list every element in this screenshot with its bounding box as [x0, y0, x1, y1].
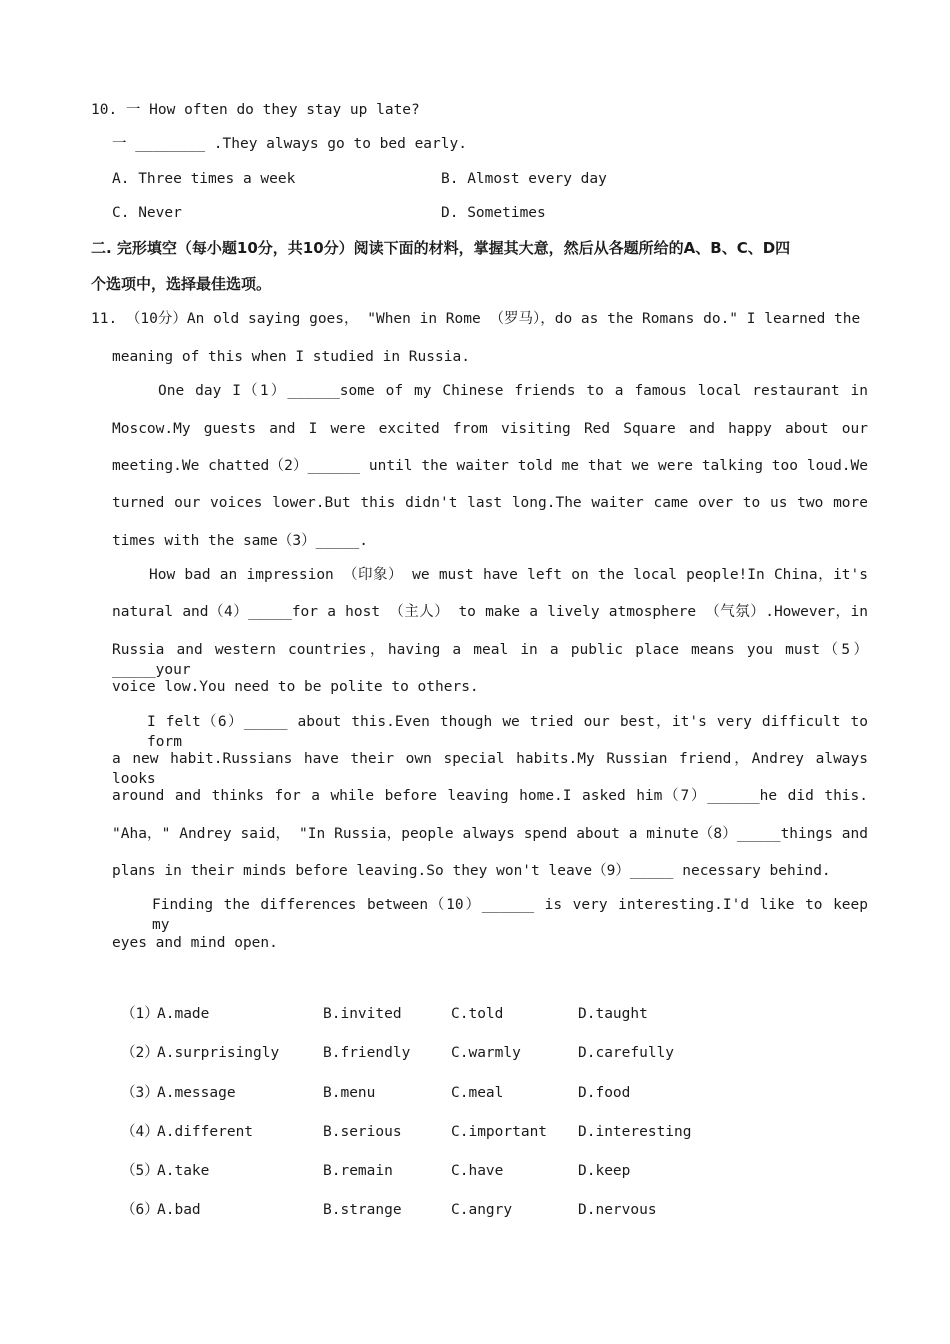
choice-option-b: B.invited [323, 1006, 402, 1022]
passage-line: I felt（6）_____ about this.Even though we tried our best，it's very difficult to form [147, 714, 868, 750]
choice-option-b: B.friendly [323, 1045, 411, 1061]
passage-line: around and thinks for a while before leaving home.I asked him（7）______he did this. [112, 788, 868, 804]
choice-option-b: B.serious [323, 1124, 402, 1140]
choice-option-a: A.surprisingly [157, 1045, 280, 1061]
passage-line: Finding the differences between（10）______ is very interesting.I'd like to keep my [152, 897, 868, 933]
passage-line: voice low.You need to be polite to others. [112, 679, 479, 695]
choice-option-d: D.nervous [578, 1202, 657, 1218]
passage-line: times with the same（3）_____. [112, 533, 368, 549]
choice-option-c: C.warmly [451, 1045, 521, 1061]
passage-line: plans in their minds before leaving.So they won't leave（9）_____ necessary behind. [112, 863, 831, 879]
choice-option-d: D.food [578, 1085, 631, 1101]
choice-option-b: B.menu [323, 1085, 376, 1101]
passage-line: One day I（1）______some of my Chinese friends to a famous local restaurant in [158, 383, 868, 399]
choice-option-c: C.angry [451, 1202, 513, 1218]
choice-number: （4） [121, 1124, 159, 1140]
q10-option-a: A. Three times a week [112, 171, 296, 187]
section2-heading-line2: 个选项中，选择最佳选项。 [91, 275, 272, 293]
passage-line: turned our voices lower.But this didn't last long.The waiter came over to us two more [112, 495, 868, 511]
choice-option-c: C.have [451, 1163, 504, 1179]
passage-line: "Aha，" Andrey said， "In Russia，people always spend about a minute（8）_____things and [112, 826, 868, 842]
choice-option-a: A.take [157, 1163, 210, 1179]
section2-heading-line1: 二. 完形填空（每小题10分，共10分）阅读下面的材料，掌握其大意，然后从各题所给的A、B、C、D四 [91, 239, 791, 257]
choice-option-c: C.important [451, 1124, 548, 1140]
choice-number: （1） [121, 1006, 159, 1022]
passage-line: meeting.We chatted（2）______ until the waiter told me that we were talking too loud.We [112, 458, 868, 474]
choice-option-b: B.strange [323, 1202, 402, 1218]
q10-option-b: B. Almost every day [441, 171, 607, 187]
choice-option-b: B.remain [323, 1163, 393, 1179]
q10-question: 10. 一 How often do they stay up late? [91, 102, 420, 118]
passage-line: How bad an impression （印象） we must have left on the local people!In China，it's [149, 567, 868, 583]
choice-option-d: D.carefully [578, 1045, 675, 1061]
choice-option-d: D.interesting [578, 1124, 692, 1140]
q10-option-c: C. Never [112, 205, 182, 221]
passage-line: Russia and western countries，having a meal in a public place means you must（5）_____your [112, 642, 868, 678]
choice-option-a: A.message [157, 1085, 236, 1101]
choice-option-a: A.made [157, 1006, 210, 1022]
choice-option-c: C.meal [451, 1085, 504, 1101]
choice-option-d: D.keep [578, 1163, 631, 1179]
choice-option-c: C.told [451, 1006, 504, 1022]
q10-option-d: D. Sometimes [441, 205, 546, 221]
passage-line: meaning of this when I studied in Russia. [112, 349, 470, 365]
q11-intro-line: 11. （10分）An old saying goes， "When in Rome （罗马），do as the Romans do." I learned the [91, 311, 861, 327]
choice-number: （6） [121, 1202, 159, 1218]
choice-option-a: A.different [157, 1124, 254, 1140]
passage-line: eyes and mind open. [112, 935, 278, 951]
passage-line: natural and（4）_____for a host （主人） to make a lively atmosphere （气氛）.However，in [112, 604, 868, 620]
passage-line: Moscow.My guests and I were excited from visiting Red Square and happy about our [112, 421, 868, 437]
choice-number: （3） [121, 1085, 159, 1101]
choice-option-a: A.bad [157, 1202, 201, 1218]
passage-line: a new habit.Russians have their own special habits.My Russian friend，Andrey always looks [112, 751, 868, 787]
choice-option-d: D.taught [578, 1006, 648, 1022]
q10-answer-line: 一 ________ .They always go to bed early. [112, 136, 467, 152]
choice-number: （2） [121, 1045, 159, 1061]
choice-number: （5） [121, 1163, 159, 1179]
